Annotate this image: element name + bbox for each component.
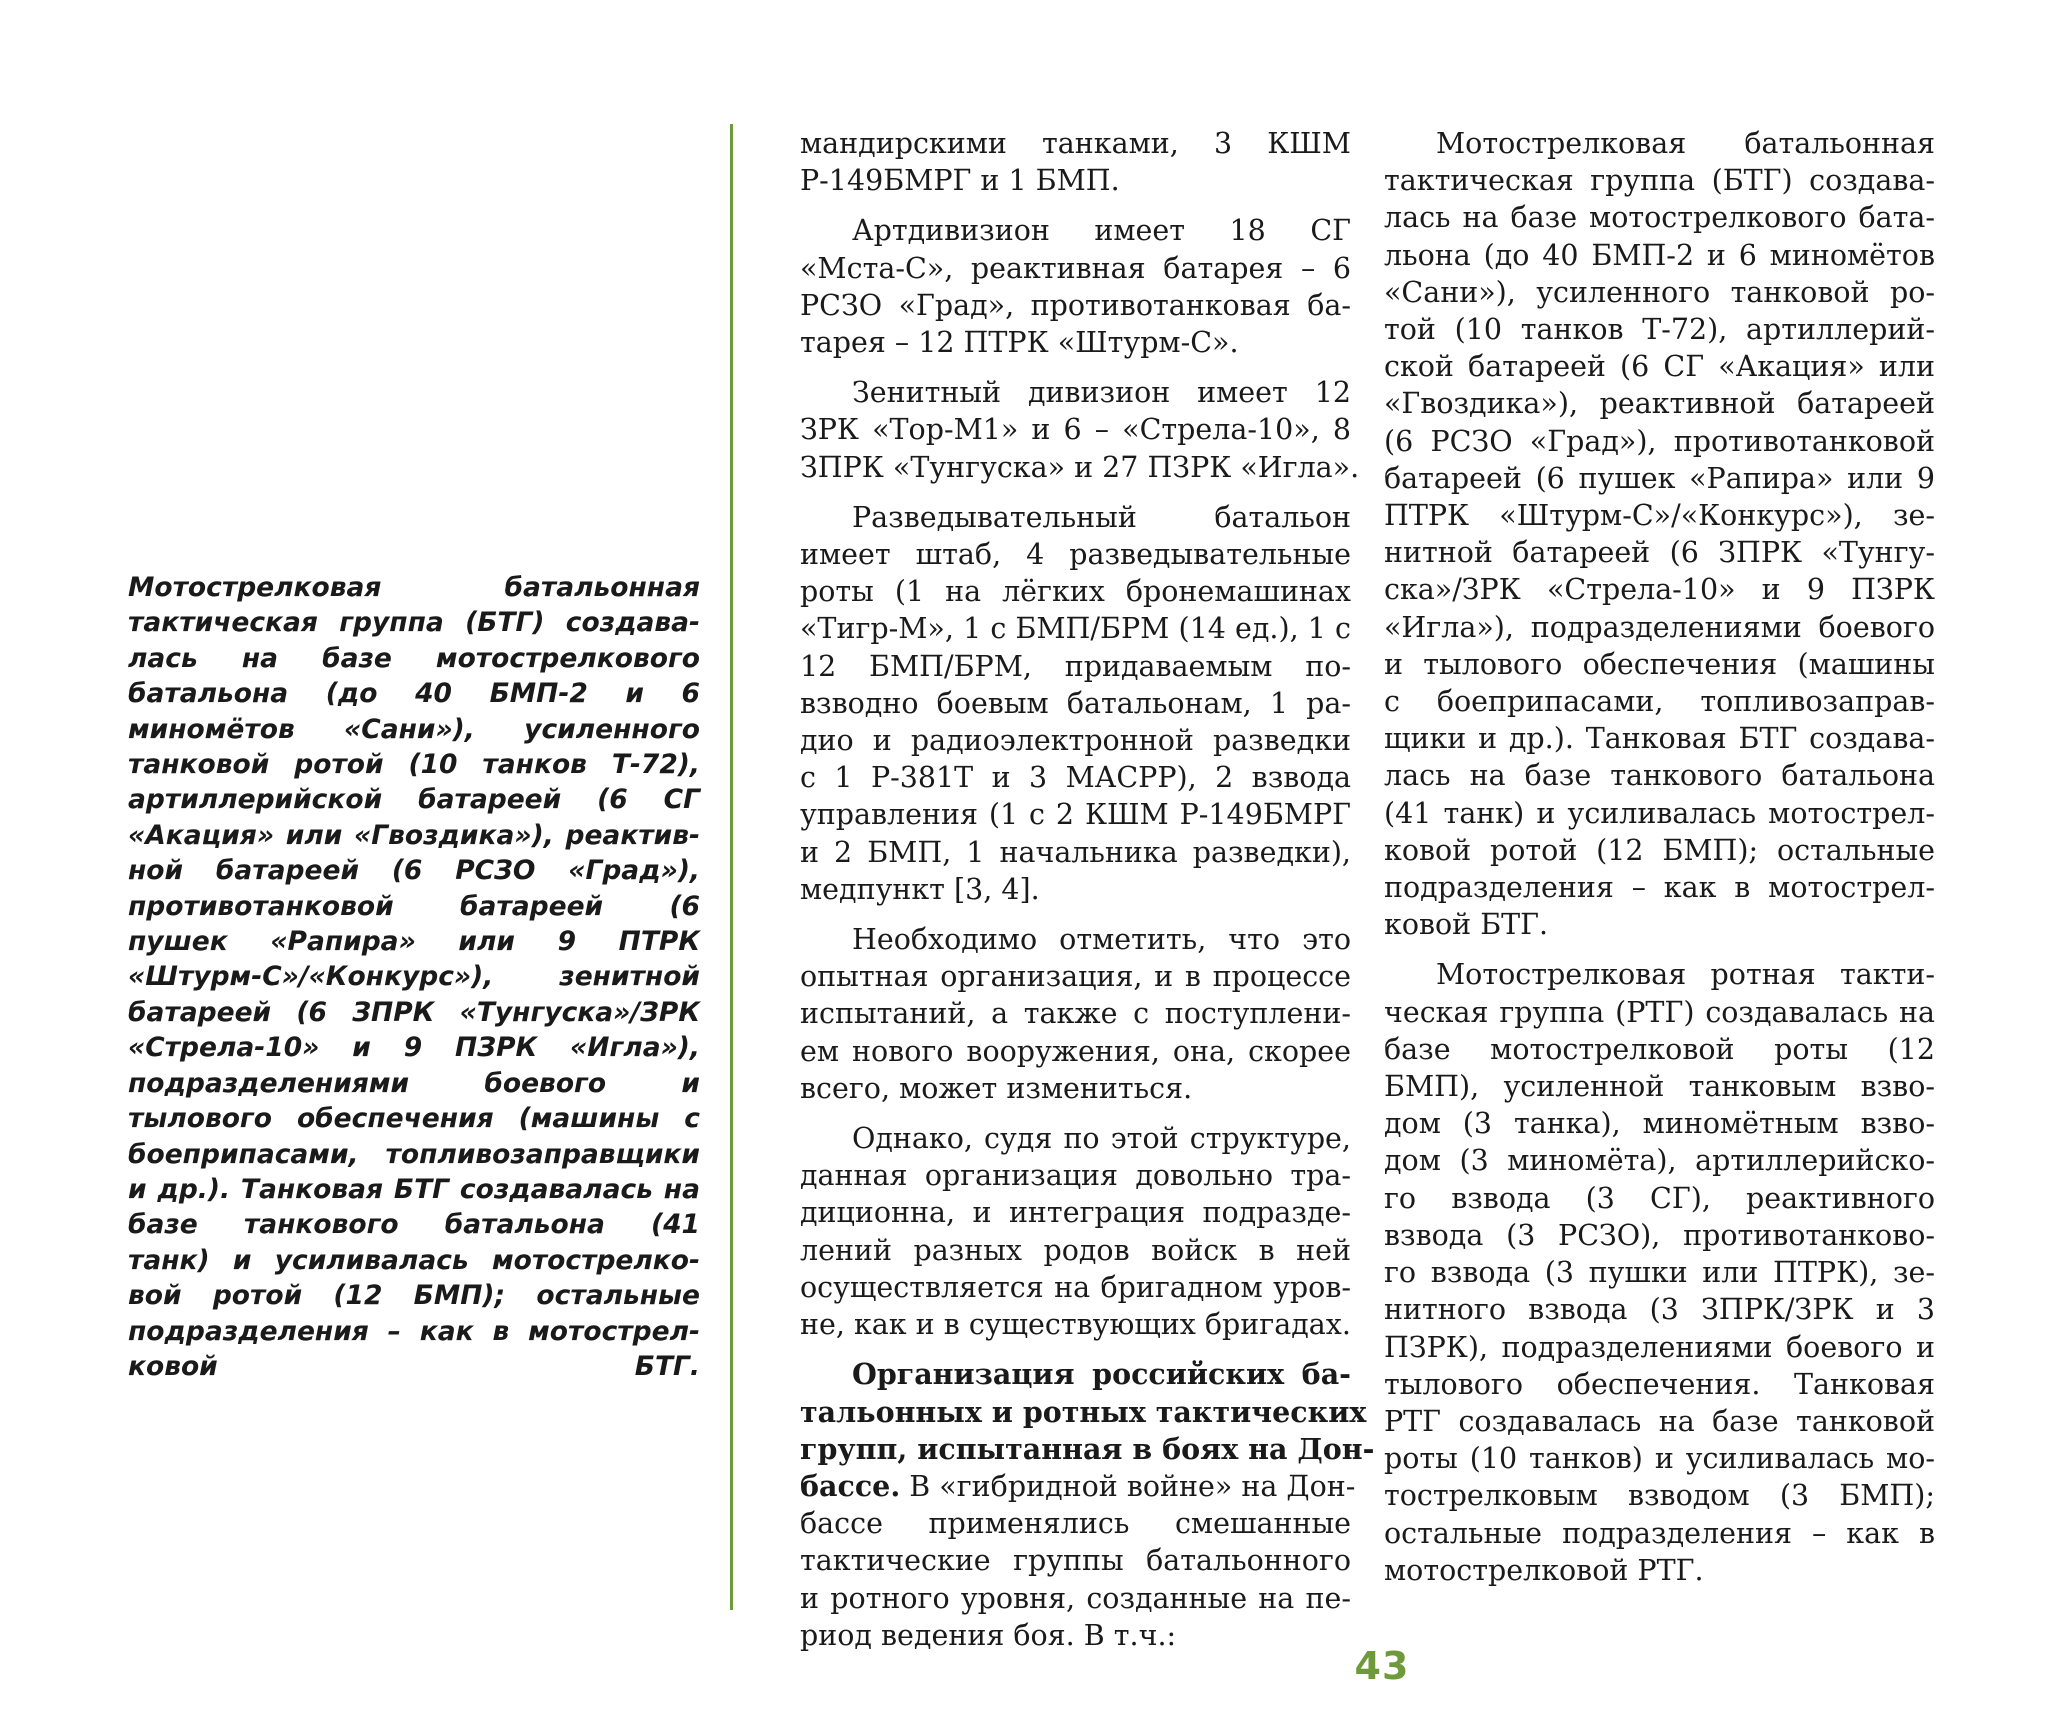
- text-line: всего, может измениться.: [800, 1071, 1193, 1105]
- section-heading-end: бассе.: [800, 1468, 901, 1503]
- text-line: лась на базе мотострелкового: [128, 642, 700, 674]
- text-line: данная организация довольно тра-: [800, 1159, 1351, 1193]
- text-line: тактическая группа (БТГ) создава-: [1384, 164, 1935, 198]
- column-divider: [730, 124, 733, 1610]
- text-line: противотанковой батареей (6: [128, 890, 700, 922]
- text-line: ем нового вооружения, она, скорее: [800, 1034, 1351, 1068]
- text-line: остальные подразделения – как в: [1384, 1516, 1935, 1550]
- text-line: БМП), усиленной танковым взво-: [1384, 1070, 1935, 1104]
- text-line: танковой ротой (10 танков Т-72),: [128, 749, 700, 781]
- text-line: управления (1 с 2 КШМ Р-149БМРГ: [800, 798, 1351, 832]
- text-line: батальона (до 40 БМП-2 и 6: [128, 678, 700, 710]
- text-line: роты (10 танков) и усиливалась мо-: [1384, 1442, 1935, 1476]
- text-line: тылового обеспечения (машины с: [128, 1103, 700, 1135]
- text-line: лась на базе мотострелкового бата-: [1384, 201, 1935, 235]
- text-line: нитного взвода (3 ЗПРК/ЗРК и 3: [1384, 1293, 1935, 1327]
- text-line: го взвода (3 СГ), реактивного: [1384, 1181, 1935, 1215]
- text-line: ска»/ЗРК «Стрела-10» и 9 ПЗРК: [1384, 573, 1935, 607]
- text-line: ной батареей (6 РСЗО «Град»),: [128, 855, 700, 887]
- text-line: подразделения – как в мотострел-: [1384, 871, 1935, 905]
- paragraph: [800, 125, 1351, 199]
- text-line: с 1 Р-381Т и 3 МАСРР), 2 взвода: [800, 761, 1351, 795]
- text-line: мандирскими танками, 3 КШМ: [800, 127, 1351, 160]
- text-line: (41 танк) и усиливалась мотострел-: [1384, 796, 1935, 830]
- text-line: базе танкового батальона (41: [128, 1209, 700, 1241]
- text-line: тарея – 12 ПТРК «Штурм-С».: [800, 326, 1239, 360]
- text-line: щики и др.). Танковая БТГ создава-: [1384, 722, 1935, 756]
- text-line: ЗРК «Тор-М1» и 6 – «Стрела-10», 8: [800, 413, 1351, 447]
- text-line: опытная организация, и в процессе: [800, 960, 1351, 994]
- text-line: базе мотострелковой роты (12: [1384, 1032, 1935, 1066]
- text-line: не, как и в существующих бригадах.: [800, 1308, 1351, 1342]
- text-line: диционна, и интеграция подразде-: [800, 1196, 1351, 1230]
- paragraph: [800, 212, 1351, 361]
- text-line: вой ротой (12 БМП); остальные: [128, 1280, 700, 1312]
- text-run: В «гибридной войне» на Дон-: [900, 1469, 1356, 1503]
- text-line: бассе применялись смешанные: [800, 1507, 1351, 1541]
- text-line: танк) и усиливалась мотострелко-: [128, 1244, 700, 1276]
- text-line: и ротного уровня, созданные на пе-: [800, 1581, 1351, 1615]
- text-line: тылового обеспечения. Танковая: [1384, 1367, 1935, 1401]
- text-line: «Сани»), усиленного танковой ро-: [1384, 275, 1935, 309]
- text-line: Необходимо отметить, что это: [852, 923, 1351, 957]
- text-line: Зенитный дивизион имеет 12: [852, 376, 1351, 410]
- text-line: [800, 1468, 1356, 1505]
- pull-quote: [128, 570, 700, 1384]
- text-line: Мотострелковая батальонная: [1436, 127, 1935, 160]
- paragraph: [800, 374, 1360, 486]
- text-line: Однако, судя по этой структуре,: [852, 1122, 1351, 1156]
- text-line: и др.). Танковая БТГ создавалась на: [128, 1173, 700, 1205]
- text-line: «Тигр-М», 1 с БМП/БРМ (14 ед.), 1 с: [800, 612, 1351, 646]
- text-line: Разведывательный батальон: [852, 500, 1351, 534]
- text-line: Мотострелковая батальонная: [128, 572, 700, 603]
- text-line: ковой ротой (12 БМП); остальные: [1384, 833, 1935, 867]
- text-line: 12 БМП/БРМ, придаваемым по-: [800, 649, 1351, 683]
- text-line: тострелковым взводом (3 БМП);: [1384, 1479, 1935, 1513]
- text-line: дом (3 миномёта), артиллерийско-: [1384, 1144, 1935, 1178]
- text-line: Мотострелковая ротная такти-: [1436, 958, 1935, 992]
- text-line: «Гвоздика»), реактивной батареей: [1384, 387, 1935, 421]
- text-line: взвода (3 РСЗО), противотанково-: [1384, 1218, 1935, 1252]
- text-line: ской батареей (6 СГ «Акация» или: [1384, 350, 1935, 384]
- text-line: артиллерийской батареей (6 СГ: [128, 784, 700, 816]
- text-line: миномётов «Сани»), усиленного: [128, 713, 700, 745]
- text-line: льона (до 40 БМП-2 и 6 миномётов: [1384, 238, 1935, 272]
- text-line: Организация российских ба-: [852, 1357, 1351, 1392]
- text-line: тальонных и ротных тактических: [800, 1394, 1367, 1429]
- text-line: «Стрела-10» и 9 ПЗРК «Игла»),: [128, 1032, 700, 1064]
- text-line: тактическая группа (БТГ) создава-: [128, 607, 700, 639]
- paragraph: [800, 499, 1351, 908]
- text-line: «Штурм-С»/«Конкурс»), зенитной: [128, 961, 700, 993]
- text-line: с боеприпасами, топливозаправ-: [1384, 685, 1935, 719]
- text-line: Артдивизион имеет 18 СГ: [852, 214, 1351, 248]
- body-column-right: [1384, 125, 1935, 1589]
- text-line: ковой БТГ.: [128, 1350, 700, 1382]
- paragraph: [1384, 125, 1935, 943]
- text-line: той (10 танков Т-72), артиллерий-: [1384, 313, 1935, 347]
- text-line: риод ведения боя. В т.ч.:: [800, 1618, 1177, 1652]
- text-line: «Акация» или «Гвоздика»), реактив-: [128, 819, 700, 851]
- text-line: взводно боевым батальонам, 1 ра-: [800, 686, 1351, 720]
- text-line: ЗПРК «Тунгуска» и 27 ПЗРК «Игла».: [800, 450, 1360, 484]
- text-line: ПЗРК), подразделениями боевого и: [1384, 1330, 1935, 1364]
- text-line: батареей (6 ЗПРК «Тунгуска»/ЗРК: [128, 996, 700, 1028]
- text-line: лений разных родов войск в ней: [800, 1233, 1351, 1267]
- text-line: го взвода (3 пушки или ПТРК), зе-: [1384, 1256, 1935, 1290]
- text-line: тактические группы батальонного: [800, 1544, 1351, 1578]
- text-line: батареей (6 пушек «Рапира» или 9: [1384, 461, 1935, 495]
- text-line: групп, испытанная в боях на Дон-: [800, 1431, 1375, 1466]
- text-line: и 2 БМП, 1 начальника разведки),: [800, 835, 1351, 869]
- text-line: боеприпасами, топливозаправщики: [128, 1138, 700, 1170]
- text-line: ПТРК «Штурм-С»/«Конкурс»), зе-: [1384, 499, 1935, 533]
- text-line: Р-149БМРГ и 1 БМП.: [800, 164, 1120, 198]
- text-line: медпункт [3, 4].: [800, 872, 1040, 906]
- page-number: 43: [1354, 1644, 1410, 1688]
- text-line: испытаний, а также с поступлени-: [800, 997, 1351, 1031]
- text-line: РСЗО «Град», противотанковая ба-: [800, 288, 1351, 322]
- text-line: подразделениями боевого и: [128, 1067, 700, 1099]
- text-line: и тылового обеспечения (машины: [1384, 647, 1935, 681]
- text-line: лась на базе танкового батальона: [1384, 759, 1935, 793]
- text-line: имеет штаб, 4 разведывательные: [800, 538, 1351, 572]
- paragraph: [800, 1120, 1351, 1343]
- text-line: роты (1 на лёгких бронемашинах: [800, 575, 1351, 609]
- text-line: дио и радиоэлектронной разведки: [800, 724, 1351, 758]
- text-line: «Игла»), подразделениями боевого: [1384, 610, 1935, 644]
- text-line: подразделения – как в мотострел-: [128, 1315, 700, 1347]
- text-line: пушек «Рапира» или 9 ПТРК: [128, 926, 700, 958]
- text-line: РТГ создавалась на базе танковой: [1384, 1404, 1935, 1438]
- text-line: ческая группа (РТГ) создавалась на: [1384, 995, 1935, 1029]
- paragraph: [800, 921, 1351, 1107]
- text-line: ковой БТГ.: [1384, 908, 1549, 942]
- text-line: «Мста-С», реактивная батарея – 6: [800, 251, 1351, 285]
- paragraph: [1384, 956, 1935, 1588]
- text-line: (6 РСЗО «Град»), противотанковой: [1384, 424, 1935, 458]
- paragraph-body: [800, 1505, 1351, 1654]
- paragraph-with-heading: [800, 1356, 1375, 1654]
- text-line: дом (3 танка), миномётным взво-: [1384, 1107, 1935, 1141]
- body-column-middle: [800, 125, 1375, 1654]
- text-line: мотострелковой РТГ.: [1384, 1553, 1704, 1587]
- text-line: осуществляется на бригадном уров-: [800, 1270, 1351, 1304]
- section-heading: [800, 1356, 1375, 1468]
- text-line: нитной батареей (6 ЗПРК «Тунгу-: [1384, 536, 1935, 570]
